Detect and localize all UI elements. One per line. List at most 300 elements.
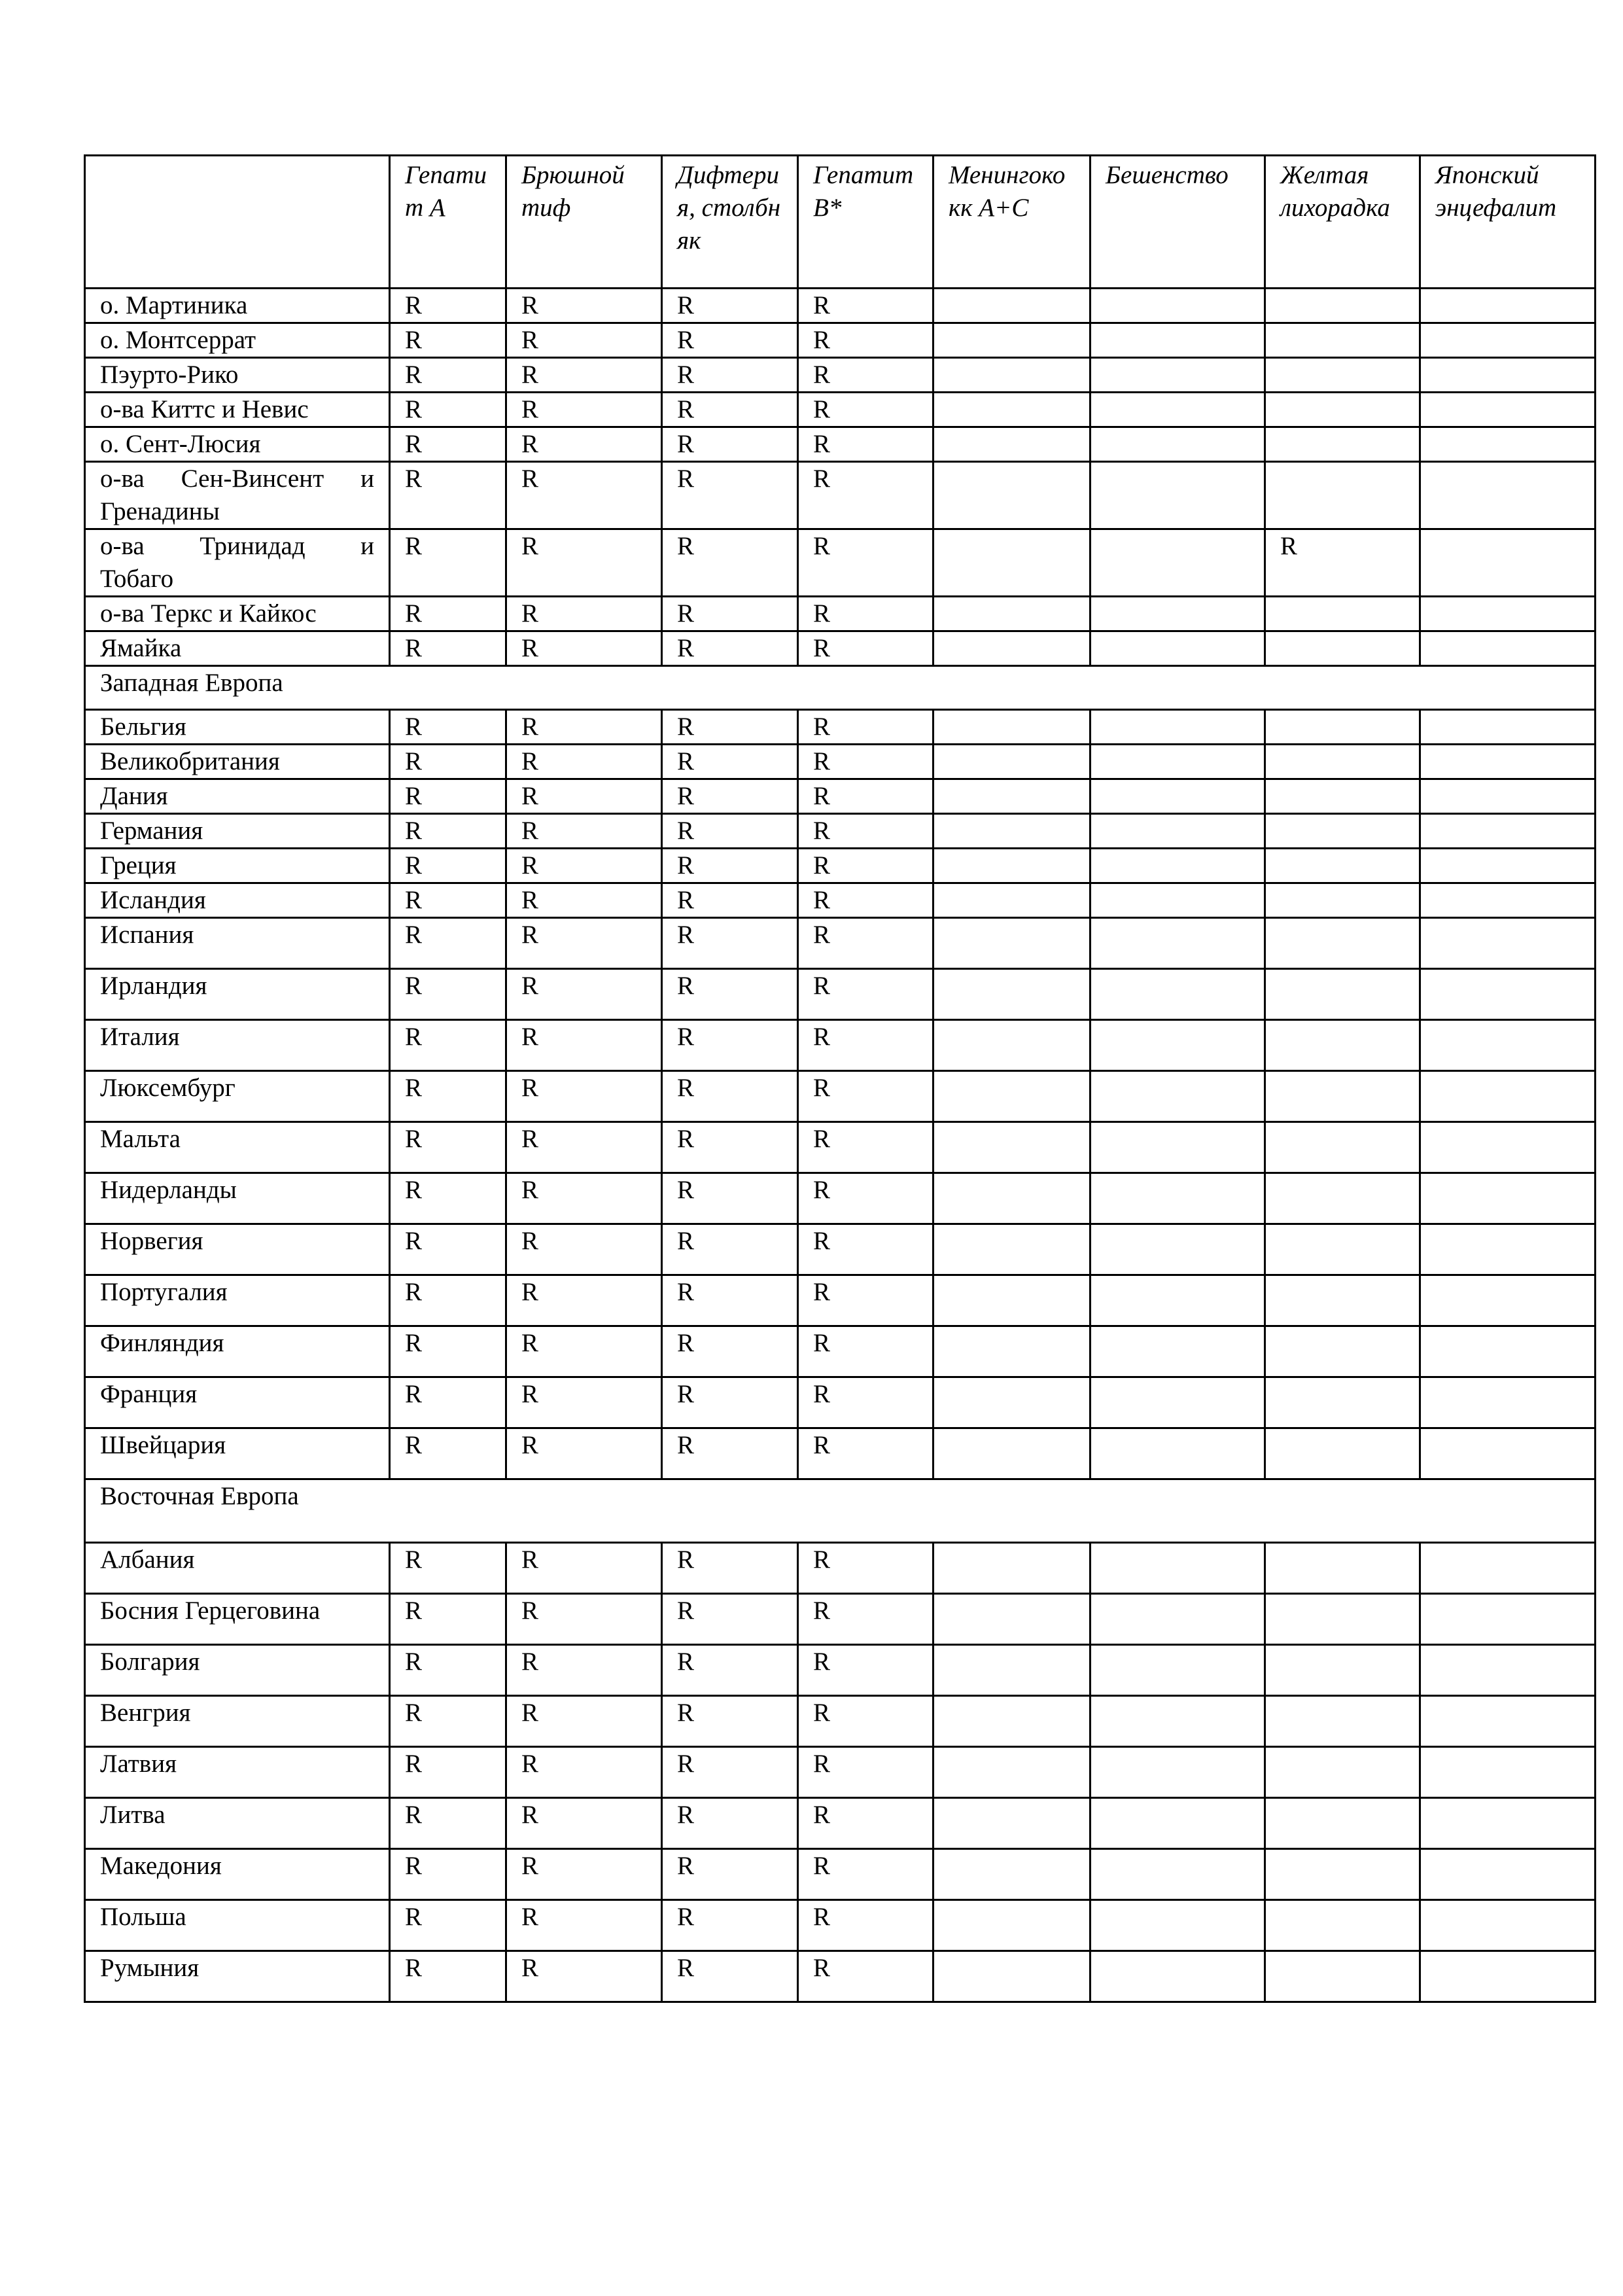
table-row bbox=[85, 323, 1596, 358]
vaccine-cell: R bbox=[390, 529, 506, 597]
table-row bbox=[85, 1428, 1596, 1479]
vaccine-cell bbox=[1265, 1326, 1420, 1377]
vaccine-cell: R bbox=[506, 883, 662, 918]
vaccine-cell bbox=[1420, 710, 1596, 745]
vaccine-cell bbox=[1420, 1224, 1596, 1275]
vaccine-cell bbox=[934, 1224, 1091, 1275]
vaccine-cell bbox=[934, 427, 1091, 462]
vaccine-cell bbox=[1265, 1224, 1420, 1275]
vaccine-cell: R bbox=[506, 462, 662, 529]
vaccine-cell bbox=[1420, 1696, 1596, 1747]
vaccine-cell bbox=[1420, 1377, 1596, 1428]
table-row bbox=[85, 1020, 1596, 1071]
vaccine-cell bbox=[934, 393, 1091, 427]
vaccine-cell bbox=[1265, 1798, 1420, 1849]
vaccine-cell: R bbox=[506, 529, 662, 597]
vaccine-cell: R bbox=[390, 1020, 506, 1071]
vaccine-cell bbox=[934, 1173, 1091, 1224]
table-body bbox=[85, 289, 1596, 2002]
vaccine-cell: R bbox=[390, 745, 506, 779]
table-row bbox=[85, 1849, 1596, 1900]
vaccine-cell: R bbox=[506, 1951, 662, 2002]
country-name-word: Сен-Винсент bbox=[181, 465, 324, 493]
vaccine-cell bbox=[1420, 1543, 1596, 1594]
vaccine-cell bbox=[1420, 289, 1596, 323]
vaccine-cell bbox=[1091, 814, 1265, 849]
vaccine-cell bbox=[1091, 393, 1265, 427]
vaccine-cell: R bbox=[390, 427, 506, 462]
vaccine-cell: R bbox=[506, 1275, 662, 1326]
vaccine-cell: R bbox=[662, 969, 798, 1020]
vaccine-cell: R bbox=[506, 745, 662, 779]
table-row bbox=[85, 358, 1596, 393]
vaccine-cell: R bbox=[798, 814, 934, 849]
vaccine-cell bbox=[1091, 1696, 1265, 1747]
country-cell: Босния Герцеговина bbox=[85, 1594, 390, 1645]
table-row bbox=[85, 1900, 1596, 1951]
vaccine-cell bbox=[1265, 1594, 1420, 1645]
vaccine-cell: R bbox=[390, 849, 506, 883]
vaccine-cell: R bbox=[506, 1173, 662, 1224]
vaccine-cell: R bbox=[798, 918, 934, 969]
country-cell: о-ва Теркс и Кайкос bbox=[85, 597, 390, 631]
vaccine-cell bbox=[934, 597, 1091, 631]
vaccine-cell bbox=[1265, 1951, 1420, 2002]
vaccine-cell bbox=[1265, 1020, 1420, 1071]
header-cell-meningococcus: Менингококк А+С bbox=[934, 156, 1091, 289]
country-cell: Исландия bbox=[85, 883, 390, 918]
vaccine-cell: R bbox=[390, 1122, 506, 1173]
vaccine-cell: R bbox=[506, 710, 662, 745]
vaccine-cell: R bbox=[798, 1747, 934, 1798]
vaccine-cell: R bbox=[662, 358, 798, 393]
vaccine-cell: R bbox=[662, 883, 798, 918]
vaccine-cell bbox=[934, 289, 1091, 323]
vaccine-cell: R bbox=[506, 814, 662, 849]
header-cell-rabies: Бешенство bbox=[1091, 156, 1265, 289]
table-row bbox=[85, 849, 1596, 883]
vaccine-cell: R bbox=[390, 1696, 506, 1747]
vaccine-cell: R bbox=[506, 1849, 662, 1900]
header-row bbox=[85, 156, 1596, 289]
vaccine-cell bbox=[1420, 883, 1596, 918]
vaccine-cell: R bbox=[662, 289, 798, 323]
vaccine-cell bbox=[934, 883, 1091, 918]
vaccine-cell bbox=[934, 1798, 1091, 1849]
table-row bbox=[85, 1543, 1596, 1594]
table-row bbox=[85, 597, 1596, 631]
country-cell: Греция bbox=[85, 849, 390, 883]
vaccine-cell: R bbox=[798, 1326, 934, 1377]
vaccine-cell bbox=[1091, 849, 1265, 883]
vaccine-cell: R bbox=[798, 427, 934, 462]
vaccine-cell: R bbox=[798, 289, 934, 323]
vaccine-cell: R bbox=[390, 883, 506, 918]
vaccine-cell bbox=[1091, 883, 1265, 918]
vaccine-cell: R bbox=[390, 1428, 506, 1479]
country-cell: о-ва Киттс и Невис bbox=[85, 393, 390, 427]
vaccine-cell: R bbox=[798, 1275, 934, 1326]
vaccine-cell: R bbox=[798, 849, 934, 883]
vaccine-cell: R bbox=[390, 1594, 506, 1645]
vaccine-cell bbox=[934, 1020, 1091, 1071]
vaccine-cell bbox=[1091, 1428, 1265, 1479]
table-row bbox=[85, 1173, 1596, 1224]
vaccine-cell bbox=[1420, 1275, 1596, 1326]
vaccine-cell bbox=[1420, 1071, 1596, 1122]
vaccine-cell bbox=[934, 1122, 1091, 1173]
vaccine-cell: R bbox=[798, 1645, 934, 1696]
table-row bbox=[85, 529, 1596, 597]
vaccine-cell: R bbox=[662, 849, 798, 883]
vaccine-cell bbox=[934, 1594, 1091, 1645]
header-cell-japanese-encephalitis: Японский энцефалит bbox=[1420, 156, 1596, 289]
vaccine-cell bbox=[1091, 745, 1265, 779]
country-cell: Румыния bbox=[85, 1951, 390, 2002]
vaccine-cell bbox=[1091, 969, 1265, 1020]
vaccine-cell: R bbox=[390, 814, 506, 849]
country-cell: о. Сент-Люсия bbox=[85, 427, 390, 462]
vaccine-cell bbox=[1265, 1900, 1420, 1951]
country-cell: Венгрия bbox=[85, 1696, 390, 1747]
vaccine-cell: R bbox=[798, 1071, 934, 1122]
vaccine-cell: R bbox=[798, 1696, 934, 1747]
vaccine-cell: R bbox=[662, 710, 798, 745]
country-cell: Дания bbox=[85, 779, 390, 814]
country-name-word: о-ва bbox=[100, 532, 145, 560]
vaccine-cell: R bbox=[390, 358, 506, 393]
table-row bbox=[85, 1275, 1596, 1326]
vaccine-cell bbox=[1265, 969, 1420, 1020]
vaccine-cell: R bbox=[662, 1071, 798, 1122]
vaccine-cell: R bbox=[798, 1173, 934, 1224]
vaccine-cell: R bbox=[506, 1747, 662, 1798]
country-cell: Ирландия bbox=[85, 969, 390, 1020]
vaccine-cell: R bbox=[390, 1224, 506, 1275]
vaccine-cell: R bbox=[390, 462, 506, 529]
vaccine-cell bbox=[1420, 779, 1596, 814]
vaccine-cell bbox=[1091, 1071, 1265, 1122]
vaccine-cell: R bbox=[798, 1798, 934, 1849]
region-row-western-europe bbox=[85, 666, 1596, 710]
vaccine-cell: R bbox=[506, 918, 662, 969]
vaccine-cell bbox=[1265, 849, 1420, 883]
vaccine-cell bbox=[1091, 1173, 1265, 1224]
vaccine-cell: R bbox=[798, 1543, 934, 1594]
country-cell: Франция bbox=[85, 1377, 390, 1428]
vaccine-cell: R bbox=[662, 1224, 798, 1275]
table-row bbox=[85, 1224, 1596, 1275]
vaccine-cell: R bbox=[662, 1543, 798, 1594]
vaccine-cell bbox=[1091, 597, 1265, 631]
vaccine-cell: R bbox=[390, 1645, 506, 1696]
country-cell: Германия bbox=[85, 814, 390, 849]
country-cell bbox=[85, 529, 390, 597]
vaccine-cell bbox=[1420, 849, 1596, 883]
vaccine-cell: R bbox=[390, 323, 506, 358]
vaccine-cell: R bbox=[390, 969, 506, 1020]
vaccine-cell bbox=[1265, 745, 1420, 779]
country-cell: Пэурто-Рико bbox=[85, 358, 390, 393]
vaccine-cell bbox=[934, 1543, 1091, 1594]
vaccine-cell: R bbox=[390, 1951, 506, 2002]
vaccine-cell bbox=[934, 779, 1091, 814]
vaccine-cell bbox=[934, 849, 1091, 883]
vaccine-cell: R bbox=[390, 1173, 506, 1224]
vaccine-cell bbox=[934, 745, 1091, 779]
vaccine-cell bbox=[934, 1900, 1091, 1951]
vaccine-cell bbox=[934, 1275, 1091, 1326]
vaccine-cell bbox=[1265, 1696, 1420, 1747]
country-cell: о. Мартиника bbox=[85, 289, 390, 323]
country-cell: Латвия bbox=[85, 1747, 390, 1798]
vaccine-cell: R bbox=[390, 1543, 506, 1594]
vaccine-cell bbox=[934, 1326, 1091, 1377]
vaccine-cell: R bbox=[662, 814, 798, 849]
vaccine-cell: R bbox=[662, 1900, 798, 1951]
country-cell: Люксембург bbox=[85, 1071, 390, 1122]
vaccine-cell: R bbox=[662, 1696, 798, 1747]
vaccine-cell bbox=[1420, 529, 1596, 597]
vaccine-cell bbox=[1265, 358, 1420, 393]
vaccine-cell bbox=[1420, 1798, 1596, 1849]
country-cell: Болгария bbox=[85, 1645, 390, 1696]
vaccine-cell bbox=[1265, 1122, 1420, 1173]
vaccine-cell bbox=[1265, 883, 1420, 918]
header-cell-hepatitis-b: Гепатит В* bbox=[798, 156, 934, 289]
vaccine-cell bbox=[1420, 969, 1596, 1020]
vaccine-cell bbox=[1091, 1645, 1265, 1696]
country-name-line1 bbox=[100, 530, 374, 563]
vaccine-cell: R bbox=[662, 1428, 798, 1479]
vaccine-cell bbox=[1420, 1122, 1596, 1173]
vaccine-cell: R bbox=[506, 1900, 662, 1951]
vaccine-cell: R bbox=[390, 1798, 506, 1849]
vaccine-cell bbox=[1091, 1849, 1265, 1900]
vaccine-cell: R bbox=[662, 597, 798, 631]
country-cell: Литва bbox=[85, 1798, 390, 1849]
vaccine-cell bbox=[1420, 814, 1596, 849]
vaccine-cell: R bbox=[506, 289, 662, 323]
vaccine-cell bbox=[1265, 1377, 1420, 1428]
vaccine-cell: R bbox=[798, 1594, 934, 1645]
table-row bbox=[85, 289, 1596, 323]
vaccine-cell bbox=[1091, 1377, 1265, 1428]
vaccine-cell bbox=[1091, 462, 1265, 529]
vaccine-cell bbox=[1091, 710, 1265, 745]
vaccine-cell: R bbox=[798, 1849, 934, 1900]
vaccine-cell bbox=[1091, 529, 1265, 597]
vaccine-cell bbox=[1091, 1224, 1265, 1275]
vaccine-cell bbox=[1265, 1428, 1420, 1479]
vaccine-cell bbox=[1420, 1900, 1596, 1951]
country-cell: Польша bbox=[85, 1900, 390, 1951]
vaccine-cell: R bbox=[506, 358, 662, 393]
vaccine-cell: R bbox=[506, 631, 662, 666]
table-row bbox=[85, 969, 1596, 1020]
vaccine-cell: R bbox=[798, 597, 934, 631]
vaccine-cell bbox=[934, 1645, 1091, 1696]
vaccine-cell: R bbox=[798, 1428, 934, 1479]
vaccine-cell: R bbox=[506, 1326, 662, 1377]
vaccine-cell bbox=[1265, 427, 1420, 462]
vaccine-cell: R bbox=[390, 918, 506, 969]
vaccine-cell: R bbox=[506, 1020, 662, 1071]
country-name-word: о-ва bbox=[100, 465, 145, 493]
vaccine-cell bbox=[1091, 1798, 1265, 1849]
table-row bbox=[85, 814, 1596, 849]
table-row bbox=[85, 1122, 1596, 1173]
vaccine-cell: R bbox=[506, 323, 662, 358]
vaccine-cell: R bbox=[662, 1798, 798, 1849]
vaccine-cell: R bbox=[798, 779, 934, 814]
table-row bbox=[85, 1071, 1596, 1122]
vaccine-cell: R bbox=[798, 883, 934, 918]
vaccine-cell: R bbox=[662, 1849, 798, 1900]
vaccine-cell: R bbox=[662, 1020, 798, 1071]
vaccine-cell bbox=[1420, 597, 1596, 631]
country-cell: Португалия bbox=[85, 1275, 390, 1326]
vaccine-cell bbox=[1091, 1275, 1265, 1326]
vaccine-cell: R bbox=[662, 1594, 798, 1645]
vaccine-cell bbox=[1091, 918, 1265, 969]
vaccine-cell: R bbox=[506, 1543, 662, 1594]
vaccine-cell bbox=[1265, 289, 1420, 323]
vaccine-cell: R bbox=[390, 289, 506, 323]
vaccine-cell: R bbox=[662, 1173, 798, 1224]
region-row-eastern-europe bbox=[85, 1479, 1596, 1543]
vaccine-cell: R bbox=[798, 462, 934, 529]
vaccine-cell bbox=[934, 1377, 1091, 1428]
table-row bbox=[85, 631, 1596, 666]
vaccine-cell bbox=[1265, 1275, 1420, 1326]
vaccine-cell bbox=[1265, 631, 1420, 666]
vaccine-cell bbox=[1420, 1326, 1596, 1377]
country-cell: Бельгия bbox=[85, 710, 390, 745]
vaccine-cell bbox=[934, 1849, 1091, 1900]
vaccine-cell bbox=[1420, 1645, 1596, 1696]
vaccine-cell: R bbox=[662, 745, 798, 779]
vaccine-cell bbox=[1091, 358, 1265, 393]
country-cell: Албания bbox=[85, 1543, 390, 1594]
vaccine-cell bbox=[1265, 814, 1420, 849]
vaccine-cell bbox=[1420, 427, 1596, 462]
vaccine-table bbox=[84, 154, 1596, 2003]
vaccine-cell bbox=[934, 358, 1091, 393]
table-row bbox=[85, 393, 1596, 427]
table-row bbox=[85, 1951, 1596, 2002]
vaccine-cell bbox=[1091, 1594, 1265, 1645]
vaccine-cell: R bbox=[798, 1224, 934, 1275]
table-row bbox=[85, 1696, 1596, 1747]
vaccine-cell: R bbox=[662, 1326, 798, 1377]
vaccine-cell: R bbox=[390, 1377, 506, 1428]
vaccine-cell bbox=[1265, 462, 1420, 529]
country-cell: Македония bbox=[85, 1849, 390, 1900]
vaccine-cell: R bbox=[798, 1951, 934, 2002]
vaccine-cell bbox=[1265, 1849, 1420, 1900]
vaccine-cell bbox=[934, 969, 1091, 1020]
vaccine-cell: R bbox=[798, 1900, 934, 1951]
vaccine-cell: R bbox=[390, 1326, 506, 1377]
vaccine-cell: R bbox=[506, 1696, 662, 1747]
country-cell: о. Монтсеррат bbox=[85, 323, 390, 358]
vaccine-cell bbox=[1091, 427, 1265, 462]
country-cell: Норвегия bbox=[85, 1224, 390, 1275]
country-cell: Италия bbox=[85, 1020, 390, 1071]
table-row bbox=[85, 710, 1596, 745]
vaccine-cell: R bbox=[506, 1428, 662, 1479]
vaccine-cell bbox=[934, 1071, 1091, 1122]
vaccine-cell: R bbox=[506, 1224, 662, 1275]
vaccine-cell bbox=[1091, 1543, 1265, 1594]
vaccine-cell bbox=[934, 710, 1091, 745]
vaccine-cell bbox=[1091, 1747, 1265, 1798]
vaccine-cell bbox=[934, 631, 1091, 666]
vaccine-cell: R bbox=[662, 1747, 798, 1798]
table-row bbox=[85, 918, 1596, 969]
vaccine-cell: R bbox=[390, 1747, 506, 1798]
vaccine-cell: R bbox=[798, 631, 934, 666]
country-name-word: Тринидад bbox=[200, 532, 305, 560]
table-row bbox=[85, 1594, 1596, 1645]
vaccine-cell: R bbox=[662, 1377, 798, 1428]
table-row bbox=[85, 1645, 1596, 1696]
region-title: Восточная Европа bbox=[85, 1479, 1596, 1543]
vaccine-cell bbox=[1420, 1849, 1596, 1900]
table-row bbox=[85, 779, 1596, 814]
table-row bbox=[85, 1326, 1596, 1377]
vaccine-cell bbox=[934, 529, 1091, 597]
country-name-word: и bbox=[360, 532, 374, 560]
vaccine-cell: R bbox=[662, 393, 798, 427]
vaccine-cell bbox=[934, 323, 1091, 358]
header-cell-typhoid: Брюшной тиф bbox=[506, 156, 662, 289]
vaccine-cell: R bbox=[662, 323, 798, 358]
country-name-word: и bbox=[360, 465, 374, 493]
country-cell bbox=[85, 462, 390, 529]
vaccine-cell: R bbox=[662, 631, 798, 666]
vaccine-cell: R bbox=[506, 393, 662, 427]
vaccine-cell: R bbox=[1265, 529, 1420, 597]
header-cell-country bbox=[85, 156, 390, 289]
vaccine-cell: R bbox=[798, 358, 934, 393]
country-name-line1 bbox=[100, 463, 374, 495]
vaccine-cell bbox=[1420, 358, 1596, 393]
vaccine-cell: R bbox=[506, 1798, 662, 1849]
vaccine-cell: R bbox=[662, 1645, 798, 1696]
vaccine-cell: R bbox=[662, 462, 798, 529]
vaccine-cell: R bbox=[506, 779, 662, 814]
vaccine-cell bbox=[934, 1428, 1091, 1479]
vaccine-cell bbox=[1420, 745, 1596, 779]
vaccine-cell: R bbox=[390, 597, 506, 631]
vaccine-cell bbox=[1265, 918, 1420, 969]
vaccine-cell: R bbox=[798, 1020, 934, 1071]
country-name-line2: Гренадины bbox=[100, 497, 220, 525]
header-cell-diphtheria-tetanus: Дифтерия, столбняк bbox=[662, 156, 798, 289]
vaccine-cell bbox=[1265, 1645, 1420, 1696]
vaccine-cell: R bbox=[798, 393, 934, 427]
vaccine-cell bbox=[1420, 1428, 1596, 1479]
vaccine-cell: R bbox=[506, 1594, 662, 1645]
vaccine-cell: R bbox=[506, 1071, 662, 1122]
vaccine-cell bbox=[1091, 631, 1265, 666]
vaccine-cell: R bbox=[390, 1275, 506, 1326]
header-cell-yellow-fever: Желтая лихорадка bbox=[1265, 156, 1420, 289]
country-cell: Мальта bbox=[85, 1122, 390, 1173]
vaccine-cell: R bbox=[506, 597, 662, 631]
